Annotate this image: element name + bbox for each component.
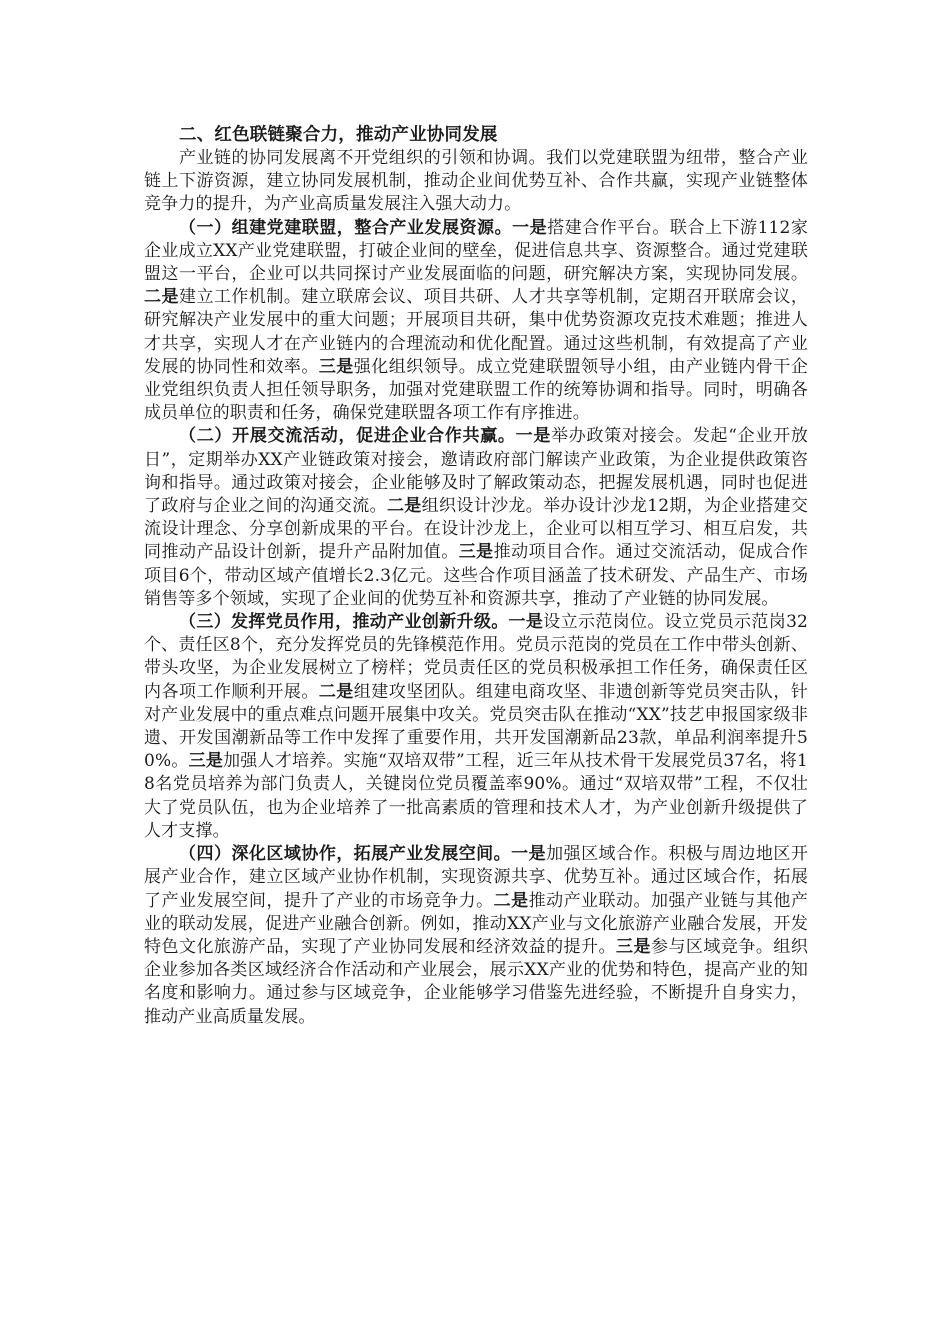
document-page (144, 124, 808, 1029)
subsection-1 (144, 217, 808, 426)
subsection-1-title: （一）组建党建联盟，整合产业发展资源。 (179, 217, 513, 238)
subsection-3-text-2: 组建攻坚团队。组建电商攻坚、非遗创新等党员突击队，针对产业发展中的重点难点问题开展集中攻关。党员突击队在推动“XX”技艺申报国家级非遗、开发国潮新品等工作中发挥了重要作用，共开发国潮新品23款，单品利润率提升50%。 (144, 681, 808, 772)
subsection-4-lead-3: 三是 (616, 936, 651, 957)
subsection-2-title: （二）开展交流活动，促进企业合作共赢。 (179, 426, 516, 447)
section-heading: 二、红色联链聚合力，推动产业协同发展 (179, 125, 498, 145)
subsection-2-lead-1: 一是 (515, 426, 552, 447)
subsection-4-text-1: 加强区域合作。积极与周边地区开展产业合作，建立区域产业协作机制，实现资源共享、优势互补。通过区域合作，拓展了产业发展空间，提升了产业的市场竞争力。 (144, 844, 808, 911)
subsection-3-lead-2: 二是 (318, 681, 354, 702)
subsection-1-text-2: 建立工作机制。建立联席会议、项目共研、人才共享等机制，定期召开联席会议，研究解决产业发展中的重大问题；开展项目共研，集中优势资源攻克技术难题；推进人才共享，实现人才在产业链内的合理流动和优化配置。通过这些机制，有效提高了产业发展的协同性和效率。 (144, 287, 808, 377)
subsection-2-lead-3: 三是 (458, 542, 494, 563)
intro-paragraph: 产业链的协同发展离不开党组织的引领和协调。我们以党建联盟为纽带，整合产业链上下游资源，建立协同发展机制，推动企业间优势互补、合作共赢，实现产业链整体竞争力的提升，为产业高质量发展注入强大动力。 (144, 148, 808, 215)
subsection-3-text-3: 加强人才培养。实施“双培双带”工程，近三年从技术骨干发展党员37名，将18名党员培养为部门负责人，关键岗位党员覆盖率90%。通过“双培双带”工程，不仅壮大了党员队伍，也为企业培养了一批高素质的管理和技术人才，为产业创新升级提供了人才支撑。 (144, 751, 809, 841)
subsection-3-lead-1: 一是 (508, 612, 544, 633)
subsection-2-text-3: 推动项目合作。通过交流活动，促成合作项目6个，带动区域产值增长2.3亿元。这些合作项目涵盖了技术研发、产品生产、市场销售等多个领域，实现了企业间的优势互补和资源共享，推动了产业链的协同发展。 (144, 542, 808, 609)
subsection-4-text-2: 推动产业联动。加强产业链与其他产业的联动发展，促进产业融合创新。例如，推动XX产业与文化旅游产业融合发展，开发特色文化旅游产品，实现了产业协同发展和经济效益的提升。 (144, 890, 808, 957)
subsection-4-text-3: 参与区域竞争。组织企业参加各类区域经济合作活动和产业展会，展示XX产业的优势和特色，提高产业的知名度和影响力。通过参与区域竞争，企业能够学习借鉴先进经验，不断提升自身实力，推动产业高质量发展。 (144, 936, 808, 1027)
subsection-4 (144, 843, 808, 1029)
subsection-1-text-3: 强化组织领导。成立党建联盟领导小组，由产业链内骨干企业党组织负责人担任领导职务，加强对党建联盟工作的统筹协调和指导。同时，明确各成员单位的职责和任务，确保党建联盟各项工作有序推进。 (144, 356, 808, 424)
subsection-4-lead-1: 一是 (511, 844, 547, 865)
subsection-3-text-1: 设立示范岗位。设立党员示范岗32个、责任区8个，充分发挥党员的先锋模范作用。党员示范岗的党员在工作中带头创新、带头攻坚，为企业发展树立了榜样；党员责任区的党员积极承担工作任务，确保责任区内各项工作顺利开展。 (144, 612, 809, 702)
subsection-2 (144, 425, 808, 611)
subsection-1-lead-3: 三是 (318, 356, 354, 377)
subsection-3 (144, 611, 808, 843)
subsection-1-lead-1: 一是 (512, 217, 548, 238)
subsection-1-text-1: 搭建合作平台。联合上下游112家企业成立XX产业党建联盟，打破企业间的壁垒，促进信息共享、资源整合。通过党建联盟这一平台，企业可以共同探讨产业发展面临的问题，研究解决方案，实现协同发展。 (144, 217, 808, 285)
subsection-2-lead-2: 二是 (386, 496, 422, 517)
subsection-3-lead-3: 三是 (188, 751, 224, 772)
subsection-3-title: （三）发挥党员作用，推动产业创新升级。 (179, 612, 509, 633)
subsection-4-title: （四）深化区域协作，拓展产业发展空间。 (179, 844, 512, 865)
subsection-2-text-1: 举办政策对接会。发起“企业开放日”，定期举办XX产业链政策对接会，邀请政府部门解读产业政策，为企业提供政策咨询和指导。通过政策对接会，企业能够及时了解政策动态，把握发展机遇，同时也促进了政府与企业之间的沟通交流。 (144, 426, 808, 517)
subsection-1-lead-2: 二是 (144, 287, 179, 308)
subsection-4-lead-2: 二是 (493, 890, 529, 911)
subsection-2-text-2: 组织设计沙龙。举办设计沙龙12期，为企业搭建交流设计理念、分享创新成果的平台。在设计沙龙上，企业可以相互学习、相互启发，共同推动产品设计创新，提升产品附加值。 (144, 496, 808, 563)
